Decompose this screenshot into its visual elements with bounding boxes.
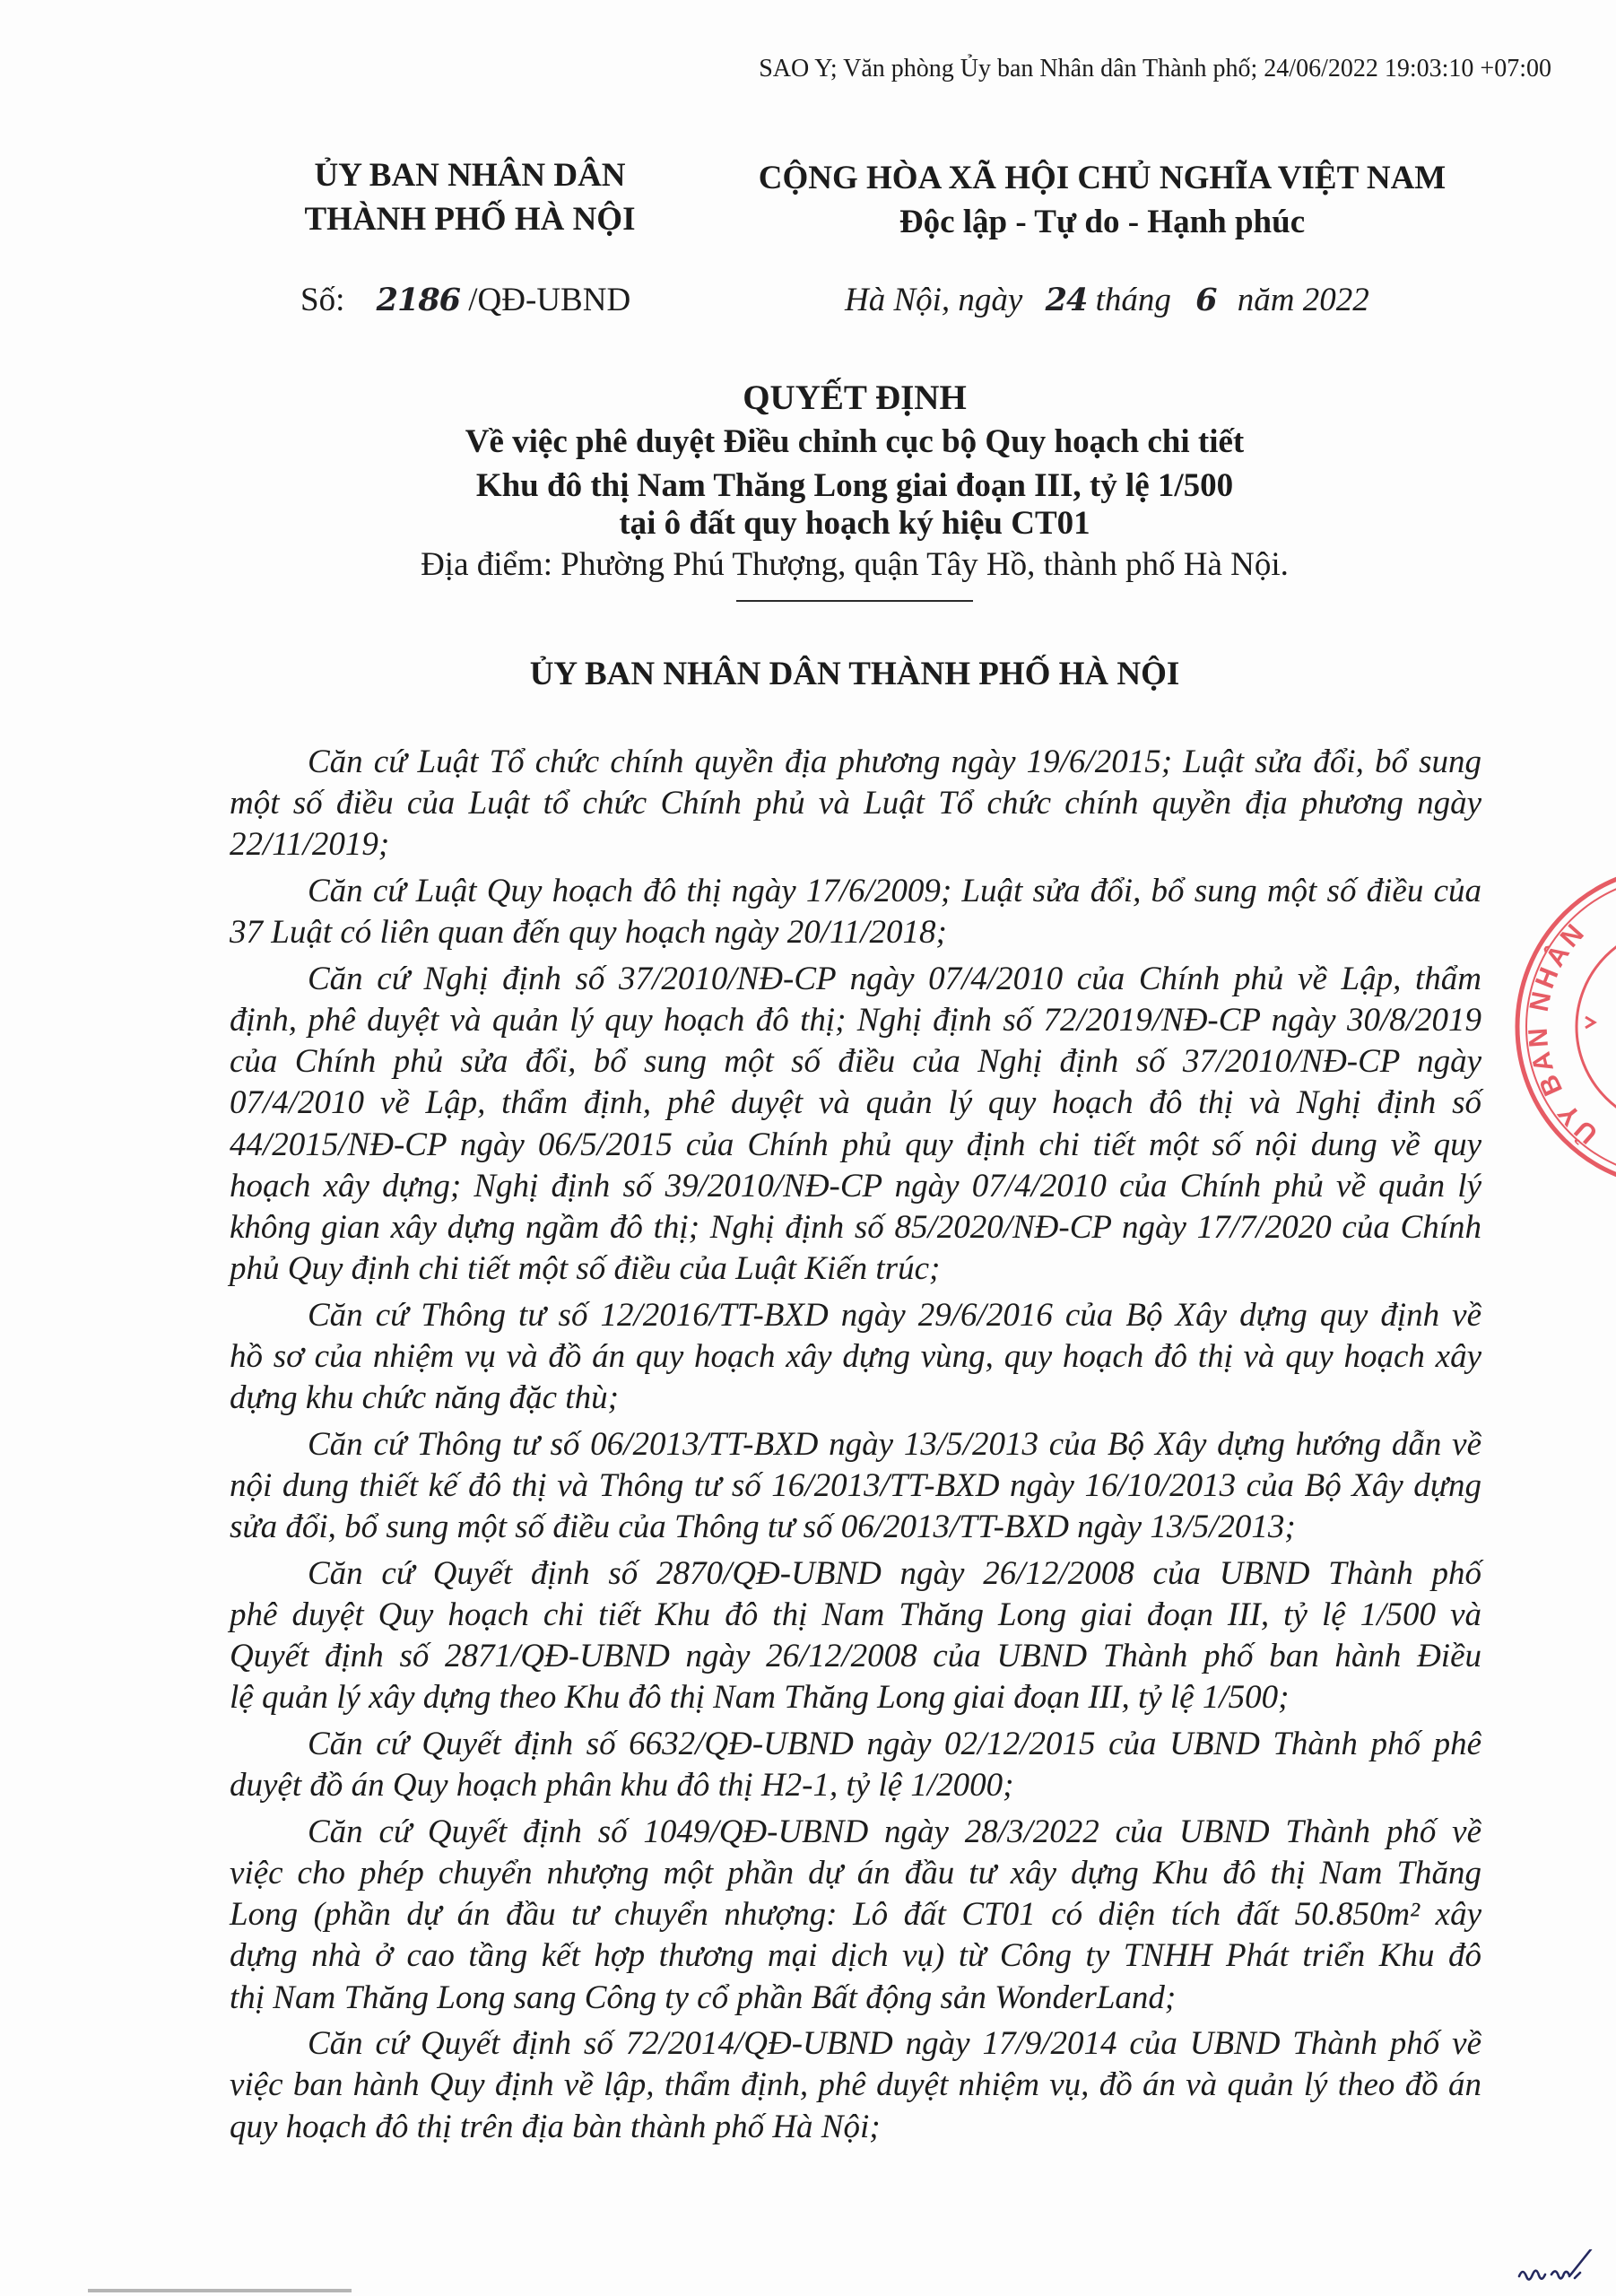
preamble-line: 44/2015/NĐ-CP ngày 06/5/2015 của Chính phủ quy định chi tiết một số nội dung về quy (230, 1126, 1481, 1163)
date-month-label: tháng (1095, 282, 1171, 318)
issuer-line-1: ỦY BAN NHÂN DÂN (314, 157, 626, 194)
preamble (230, 742, 1481, 2148)
preamble-paragraph (230, 1724, 1481, 1806)
seal-star-icon (1586, 1017, 1594, 1028)
title-line: Khu đô thị Nam Thăng Long giai đoạn III, tỷ lệ 1/500 (475, 467, 1234, 504)
nation-title: CỘNG HÒA XÃ HỘI CHỦ NGHĨA VIỆT NAM (758, 160, 1447, 196)
preamble-paragraph (230, 1295, 1481, 1420)
title-line: Về việc phê duyệt Điều chỉnh cục bộ Quy hoạch chi tiết (465, 423, 1245, 460)
preamble-line: phủ Quy định chi tiết một số điều của Luật Kiến trúc; (230, 1250, 941, 1288)
preamble-line: Căn cứ Quyết định số 2870/QĐ-UBND ngày 26/12/2008 của UBND Thành phố (308, 1554, 1481, 1592)
document-number (300, 281, 630, 320)
preamble-line: sửa đổi, bổ sung một số điều của Thông tư số 06/2013/TT-BXD ngày 13/5/2013; (230, 1509, 1296, 1546)
preamble-line: thị Nam Thăng Long sang Công ty cổ phần Bất động sản WonderLand; (230, 1979, 1177, 2016)
preamble-line: quy hoạch đô thị trên địa bàn thành phố Hà Nội; (230, 2108, 881, 2145)
preamble-paragraph (230, 1553, 1481, 1719)
title-line: tại ô đất quy hoạch ký hiệu CT01 (619, 505, 1090, 542)
preamble-line: định, phê duyệt và quản lý quy hoạch đô thị; Nghị định số 72/2019/NĐ-CP ngày 30/8/2019 (230, 1002, 1481, 1039)
preamble-line: duyệt đồ án Quy hoạch phân khu đô thị H2-1, tỷ lệ 1/2000; (230, 1767, 1014, 1805)
nation-motto: Độc lập - Tự do - Hạnh phúc (899, 204, 1306, 240)
enacting-authority: ỦY BAN NHÂN DÂN THÀNH PHỐ HÀ NỘI (529, 656, 1180, 692)
preamble-line: 22/11/2019; (230, 826, 390, 864)
preamble-line: phê duyệt Quy hoạch chi tiết Khu đô thị Nam Thăng Long giai đoạn III, tỷ lệ 1/500 và (230, 1596, 1481, 1634)
preamble-line: việc ban hành Quy định về lập, thẩm định, phê duyệt nhiệm vụ, đồ án và quản lý theo đồ án (230, 2066, 1481, 2104)
preamble-paragraph (230, 1812, 1481, 2019)
preamble-line: Long (phần dự án đầu tư chuyển nhượng: Lô đất CT01 có diện tích đất 50.850m² xây (230, 1896, 1481, 1934)
initials-signature (1516, 2249, 1601, 2291)
preamble-line: Căn cứ Thông tư số 06/2013/TT-BXD ngày 13/5/2013 của Bộ Xây dựng hướng dẫn về (308, 1425, 1481, 1463)
preamble-line: Căn cứ Quyết định số 6632/QĐ-UBND ngày 02/12/2015 của UBND Thành phố phê (308, 1726, 1481, 1763)
preamble-line: 07/4/2010 về Lập, thẩm định, phê duyệt và quản lý quy hoạch đô thị và Nghị định số (230, 1084, 1481, 1122)
preamble-paragraph (230, 1424, 1481, 1549)
preamble-line: lệ quản lý xây dựng theo Khu đô thị Nam Thăng Long giai đoạn III, tỷ lệ 1/500; (230, 1679, 1290, 1717)
preamble-line: nội dung thiết kế đô thị và Thông tư số 16/2013/TT-BXD ngày 16/10/2013 của Bộ Xây dựng (230, 1467, 1481, 1505)
preamble-line: của Chính phủ sửa đổi, bổ sung một số điều của Nghị định số 37/2010/NĐ-CP ngày (230, 1043, 1481, 1081)
preamble-paragraph (230, 959, 1481, 1291)
scan-edge-line (88, 2289, 352, 2292)
red-seal-stamp (1499, 852, 1616, 1202)
issuer-line-2: THÀNH PHỐ HÀ NỘI (304, 201, 636, 238)
number-prefix: Số: (300, 282, 345, 318)
date-day-handwritten: 24 (1045, 282, 1088, 318)
number-suffix: /QĐ-UBND (468, 282, 631, 318)
preamble-line: Quyết định số 2871/QĐ-UBND ngày 26/12/2008 của UBND Thành phố ban hành Điều (230, 1638, 1481, 1675)
title-separator (736, 600, 973, 602)
certified-copy-stamp: SAO Y; Văn phòng Ủy ban Nhân dân Thành phố; 24/06/2022 19:03:10 +07:00 (759, 55, 1551, 83)
preamble-line: hoạch xây dựng; Nghị định số 39/2010/NĐ-CP ngày 07/4/2010 của Chính phủ về quản lý (230, 1167, 1481, 1205)
preamble-line: Căn cứ Quyết định số 1049/QĐ-UBND ngày 28/3/2022 của UBND Thành phố về (308, 1813, 1481, 1850)
preamble-line: dựng khu chức năng đặc thù; (230, 1379, 619, 1417)
date-year: năm 2022 (1237, 282, 1369, 318)
preamble-paragraph (230, 2023, 1481, 2148)
preamble-line: 37 Luật có liên quan đến quy hoạch ngày 20/11/2018; (230, 914, 947, 952)
preamble-line: không gian xây dựng ngầm đô thị; Nghị định số 85/2020/NĐ-CP ngày 17/7/2020 của Chính (230, 1209, 1481, 1247)
seal-text: ỦY BAN NHÂN (1523, 916, 1603, 1150)
date-place: Hà Nội, ngày (845, 282, 1023, 318)
number-handwritten: 2186 (376, 282, 461, 318)
seal-inner-ring (1577, 926, 1616, 1127)
preamble-paragraph (230, 742, 1481, 866)
document-heading: QUYẾT ĐỊNH (743, 378, 967, 417)
preamble-line: Căn cứ Quyết định số 72/2014/QĐ-UBND ngày 17/9/2014 của UBND Thành phố về (308, 2025, 1481, 2063)
preamble-line: Căn cứ Nghị định số 37/2010/NĐ-CP ngày 07/4/2010 của Chính phủ về Lập, thẩm (308, 960, 1481, 997)
preamble-line: một số điều của Luật tổ chức Chính phủ và Luật Tổ chức chính quyền địa phương ngày (230, 785, 1481, 822)
preamble-line: Căn cứ Luật Quy hoạch đô thị ngày 17/6/2009; Luật sửa đổi, bổ sung một số điều của (308, 873, 1481, 909)
preamble-line: Căn cứ Luật Tổ chức chính quyền địa phương ngày 19/6/2015; Luật sửa đổi, bổ sung (308, 744, 1481, 780)
preamble-line: hồ sơ của nhiệm vụ và đồ án quy hoạch xây dựng vùng, quy hoạch đô thị và quy hoạch xây (230, 1338, 1481, 1376)
document-date (845, 281, 1369, 320)
preamble-paragraph (230, 871, 1481, 953)
preamble-line: Căn cứ Thông tư số 12/2016/TT-BXD ngày 29/6/2016 của Bộ Xây dựng quy định về (308, 1296, 1481, 1334)
title-location: Địa điểm: Phường Phú Thượng, quận Tây Hồ, thành phố Hà Nội. (421, 546, 1289, 583)
preamble-line: việc cho phép chuyển nhượng một phần dự án đầu tư xây dựng Khu đô thị Nam Thăng (230, 1855, 1481, 1892)
date-month-handwritten: 6 (1195, 282, 1217, 318)
preamble-line: dựng nhà ở cao tầng kết hợp thương mại dịch vụ) từ Công ty TNHH Phát triển Khu đô (230, 1937, 1481, 1975)
